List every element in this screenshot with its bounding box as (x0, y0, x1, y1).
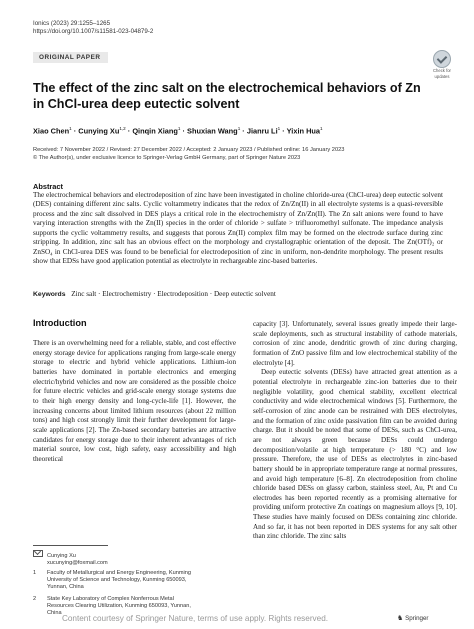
author-name[interactable]: Yixin Hua (286, 126, 321, 136)
introduction-heading: Introduction (33, 318, 87, 328)
affiliation-number: 2 (33, 596, 37, 602)
author-affiliation: 1 (320, 126, 323, 131)
corresponding-name: Cunying Xu (47, 553, 76, 559)
affiliation-line: Resources Clearing Utilization, Kunming 650093, Yunnan, (47, 603, 191, 610)
author-affiliation: 1 (69, 126, 72, 131)
affiliation-line: University of Science and Technology, Kunming 650093, (47, 577, 187, 584)
affiliation-line: Faculty of Metallurgical and Energy Engineering, Kunming (47, 570, 191, 576)
abstract-heading: Abstract (33, 182, 63, 191)
introduction-right-column (253, 320, 457, 542)
author-name[interactable]: Shuxian Wang (187, 126, 238, 136)
affiliation-number: 1 (33, 570, 37, 576)
doi-link[interactable]: https://doi.org/10.1007/s11581-023-04879-2 (33, 28, 154, 35)
author-list: Xiao Chen$^1$ · Cunying Xu$^{1,2}$ · Qinqin Xiang$^1$ · Shuxian Wang$^1$ · Jianru $Li^1$ · Yixin Hua$^1$ (33, 126, 323, 136)
author-name[interactable]: Cunying Xu (78, 126, 120, 136)
affiliation-1 (33, 570, 236, 592)
check-updates-label-2: updates (434, 73, 450, 79)
author-name[interactable]: Qinqin Xiang (132, 126, 178, 136)
check-updates-icon (433, 50, 451, 68)
envelope-icon (33, 550, 43, 557)
intro-paragraph: capacity [3]. Unfortunately, several issues greatly impede their large-scale deployments, such as structural instability of cathode materials, corrosion of zinc anode, dendritic growth of zinc during charging, formation of ZnO passive film and low electrochemical stability of the electrolyte [4]. (253, 320, 457, 367)
author-affiliation: 1,2 (119, 126, 126, 131)
corresponding-author (33, 550, 236, 567)
affiliation-line: State Key Laboratory of Complex Nonferrous Metal (47, 596, 174, 602)
journal-citation: Ionics (2023) 29:1255–1265 (33, 20, 111, 27)
article-title: The effect of the zinc salt on the electrochemical behaviors of Zn in ChCl-urea deep eutectic solvent (33, 81, 421, 112)
history-dates: Received: 7 November 2022 / Revised: 27 December 2022 / Accepted: 2 January 2023 / Published online: 16 January 2023 (33, 147, 345, 153)
affiliation-line: Yunnan, China (47, 584, 84, 591)
publication-dates (33, 147, 453, 163)
author-affiliation: 1 (177, 126, 181, 131)
intro-paragraph: Deep eutectic solvents (DESs) have attracted great attention as a potential electrolyte in rechargeable zinc-ion batteries due to their negligible volatility, good chemical stability, excellent electrical conductivity and wide electrochemical windows [5]. Furthermore, the self-corrosion of zinc anode can be restrained with DES electrolytes, and the formation of zinc oxide passivation film can be avoided during charge. But it should be noted that some of DESs, such as ChCl-urea, are not always green because DESs could undergo decomposition/volatile at high temperature (> 180 °C) and low pressure. Therefore, the use of DESs as electrolytes in zinc-based battery should be in appropriate temperature range at normal pressures, and avoid high temperature [6–8]. Zn electrodeposition from choline chloride based DESs on glassy carbon, stainless steel, Au, Pt and Cu electrodes has been reported recently as a promising alternative for providing uniform protective Zn coatings on magnesium alloys [9, 10]. These studies have mainly focused on DESs containing zinc chloride. And so far, it has not been reported in DES systems for any salt other than zinc chloride. The zinc salts (253, 368, 457, 541)
check-updates-label-1: Check for (433, 68, 451, 73)
abstract-text: The electrochemical behaviors and electrodeposition of zinc have been investigated in choline chloride-urea (ChCl-urea) deep eutectic solvent (DES) containing different zinc salts. Cyclic voltammetry indicates that the redox of Zn/Zn(II) in all electrolyte systems is a quasi-reversible process and the zinc salt dissolved in DES plays a critical role in the electrochemistry of Zn/Zn(II). The Zn salt anions were found to have varying interaction strengths with the Zn(II) species in the order of chloride > sulfate > trifluoromethyl sulfonate. The impedance analysis supports the cyclic voltammetry results, and suggests that porous Zn(II) complex film may be formed on the electrode surface during zinc stripping. In addition, zinc salt has an obvious effect on the morphology and crystallographic orientation of the deposit. The Zn(OTf)₂ or ZnSO₄ in ChCl-urea DES was found to be beneficial for electrodeposition of zinc in uniform, non-dendrite morphology. The present results show that EDSs have good application potential as electrolyte in rechargeable zinc-based batteries. (33, 191, 443, 266)
footnote-divider (33, 545, 108, 546)
copyright-line: © The Author(s), under exclusive licence to Springer-Verlag GmbH Germany, part of Springer Nature 2023 (33, 154, 301, 161)
keywords-label: Keywords (33, 291, 66, 298)
affiliation-line: China (47, 610, 62, 617)
corresponding-email[interactable]: xucunying@foxmail.com (47, 560, 108, 567)
courtesy-notice: Content courtesy of Springer Nature, terms of use apply. Rights reserved. (61, 614, 329, 623)
author-name[interactable]: Jianru Li (246, 126, 278, 136)
springer-horse-icon: ♞ (397, 615, 404, 622)
publisher-name: Springer (405, 615, 429, 622)
publisher-logo (397, 614, 428, 622)
author-affiliation: 1 (277, 126, 281, 131)
introduction-left-column (33, 339, 236, 465)
intro-paragraph: There is an overwhelming need for a reliable, stable, and cost effective energy storage device for applications ranging from large-scale energy storage to electric and hybrid vehicle applications. Lithium-ion batteries have dominated in portable electronics and emerging electric/hybrid vehicles and now are considered as the possible choice for future electric vehicles and grid-scale energy storage systems due to their high energy density and long-cycle-life [1]. However, the increasing concerns about limited lithium resources (about 22 million tons) and high cost strongly limit their further development for large-scale applications [2]. The Zn-based secondary batteries are attractive candidates for energy storage due to their inherent advantages of rich material source, low cost, high safety, easy accessibility and high theoretical (33, 339, 236, 463)
keywords (33, 290, 443, 299)
article-type-badge: ORIGINAL PAPER (33, 52, 108, 63)
author-name[interactable]: Xiao Chen (33, 126, 70, 136)
author-affiliation: 1 (237, 126, 241, 131)
check-for-updates-button[interactable] (427, 50, 457, 80)
keywords-list: Zinc salt · Electrochemistry · Electrodeposition · Deep eutectic solvent (71, 290, 276, 298)
